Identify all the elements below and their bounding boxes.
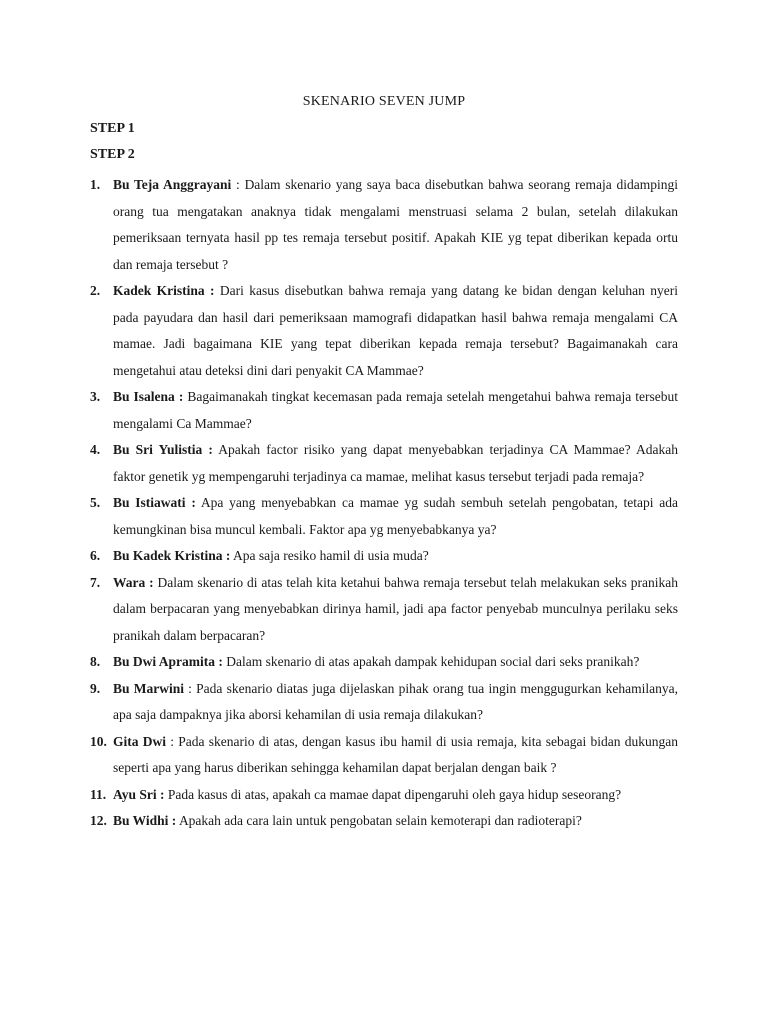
step-1-heading: STEP 1 [90, 121, 135, 136]
list-item [90, 384, 678, 437]
item-number: 8. [90, 654, 101, 669]
item-author: Wara : [113, 574, 154, 590]
item-text: Apa saja resiko hamil di usia muda? [233, 548, 429, 563]
item-text: Dalam skenario di atas telah kita ketahui bahwa remaja tersebut telah melakukan seks pranikah dalam berpacaran yang menyebabkan dirinya hamil, jadi apa factor penyebab munculnya perilaku seks pranikah dalam berpacaran? [113, 574, 678, 643]
item-number: 3. [90, 389, 101, 404]
list-item [90, 649, 678, 676]
item-author: Bu Isalena : [113, 389, 184, 404]
list-item [90, 729, 678, 782]
item-separator: : [231, 177, 245, 192]
list-item [90, 808, 678, 835]
item-number: 12. [90, 813, 107, 828]
item-separator: : [166, 733, 179, 749]
item-text: Pada kasus di atas, apakah ca mamae dapat dipengaruhi oleh gaya hidup seseorang? [167, 786, 622, 802]
list-item [90, 676, 678, 729]
list-item [90, 172, 678, 278]
item-author: Bu Dwi Apramita : [113, 654, 223, 669]
item-text: Pada skenario di atas, dengan kasus ibu hamil di usia remaja, kita sebagai bidan dukungan seperti apa yang harus diberikan sehingga kehamilan dapat berjalan dengan baik ? [113, 733, 678, 775]
item-text: Apakah factor risiko yang dapat menyebabkan terjadinya CA Mammae? Adakah faktor genetik yg mempengaruhi terjadinya ca mamae, melihat kasus tersebut terjadi pada remaja? [113, 442, 678, 484]
item-number: 1. [90, 177, 101, 192]
item-number: 6. [90, 548, 101, 563]
list-item [90, 278, 678, 384]
step-2-heading: STEP 2 [90, 147, 135, 162]
item-text: Apa yang menyebabkan ca mamae yg sudah sembuh setelah pengobatan, tetapi ada kemungkinan bisa muncul kembali. Faktor apa yg menyebabkanya ya? [113, 495, 678, 537]
page-title: SKENARIO SEVEN JUMP [302, 94, 466, 109]
item-separator: : [183, 680, 197, 696]
item-number: 7. [90, 574, 101, 590]
list-item [90, 437, 678, 490]
item-text: Dari kasus disebutkan bahwa remaja yang datang ke bidan dengan keluhan nyeri pada payudara dan hasil dari pemeriksaan mamografi didapatkan hasil bahwa remaja mengalami CA mamae. Jadi bagaimana KIE yang tepat diberikan kepada remaja tersebut? Bagaimanakah cara mengetahui atau deteksi dini dari penyakit CA Mammae? [113, 283, 678, 378]
item-author: Bu Widhi : [113, 813, 177, 828]
item-number: 5. [90, 495, 101, 510]
item-text: Apakah ada cara lain untuk pengobatan selain kemoterapi dan radioterapi? [178, 813, 582, 828]
item-author: Bu Marwini [113, 680, 184, 696]
item-number: 2. [90, 283, 101, 298]
item-text: Dalam skenario di atas apakah dampak kehidupan social dari seks pranikah? [226, 654, 640, 669]
item-author: Kadek Kristina : [113, 283, 215, 298]
item-author: Bu Kadek Kristina : [113, 548, 231, 563]
item-number: 9. [90, 680, 101, 696]
list-item [90, 570, 678, 650]
list-item [90, 490, 678, 543]
item-text: Pada skenario diatas juga dijelaskan pihak orang tua ingin menggugurkan kehamilanya, apa saja dampaknya jika aborsi kehamilan di usia remaja dilakukan? [113, 680, 678, 722]
list-item [90, 543, 678, 570]
item-author: Bu Istiawati : [113, 495, 196, 510]
question-list [90, 172, 678, 835]
list-item [90, 782, 678, 809]
item-author: Ayu Sri : [113, 786, 165, 802]
item-author: Bu Teja Anggrayani [113, 177, 232, 192]
item-text: Bagaimanakah tingkat kecemasan pada remaja setelah mengetahui bahwa remaja tersebut mengalami Ca Mammae? [113, 389, 678, 431]
item-number: 11. [90, 786, 107, 802]
item-number: 4. [90, 442, 101, 457]
item-author: Gita Dwi [113, 733, 167, 749]
item-number: 10. [90, 733, 107, 749]
item-author: Bu Sri Yulistia : [113, 442, 213, 457]
item-text: Dalam skenario yang saya baca disebutkan bahwa seorang remaja didampingi orang tua mengatakan anaknya tidak mengalami menstruasi selama 2 bulan, setelah dilakukan pemeriksaan ternyata hasil pp tes remaja tersebut positif. Apakah KIE yg tepat diberikan kepada ortu dan remaja tersebut ? [113, 177, 678, 272]
